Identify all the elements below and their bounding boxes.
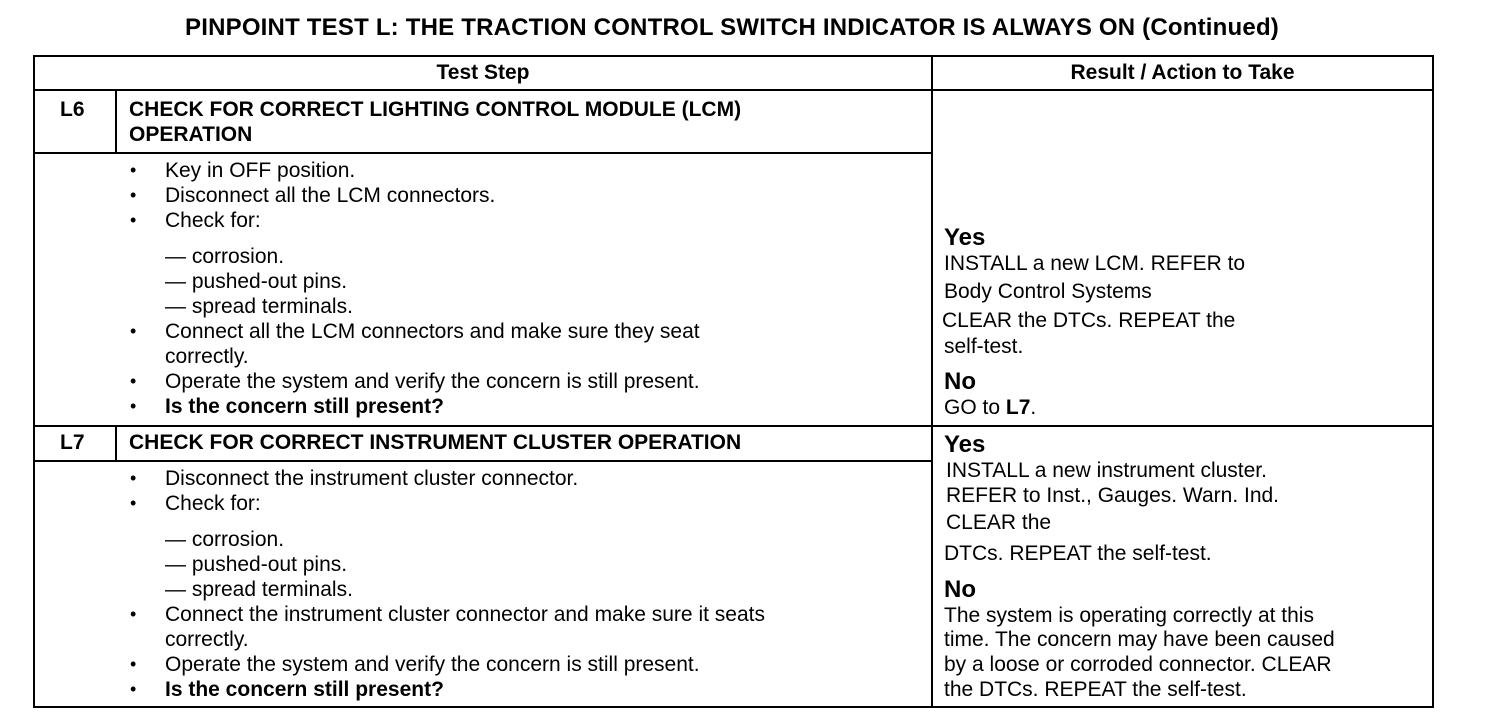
l6-title-line1: CHECK FOR CORRECT LIGHTING CONTROL MODULE (LCM) [129,98,742,121]
l6-step-3: Check for: [165,209,261,232]
l7-title-divider [33,460,932,462]
l7-no-line-4: the DTCs. REPEAT the self-test. [944,678,1247,701]
bullet: • [130,396,137,416]
step-id-l7: L7 [60,431,85,454]
l7-yes-line-4: DTCs. REPEAT the self-test. [944,542,1212,565]
l6-no-target: L7 [1005,396,1031,419]
header-result-action: Result / Action to Take [1070,61,1295,84]
bullet: • [130,493,137,513]
l6-step-connect: Connect all the LCM connectors and make sure they seat [165,320,700,343]
l7-step-operate: Operate the system and verify the concern is still present. [165,653,700,676]
l7-no-line-1: The system is operating correctly at this [944,604,1314,627]
l7-step-connect-cont: correctly. [165,628,249,651]
step-id-divider-l7 [115,425,117,462]
l6-check-corrosion: — corrosion. [165,245,285,268]
l7-step-connect: Connect the instrument cluster connector and make sure it seats [165,603,765,626]
header-divider [33,89,1434,91]
bullet: • [130,679,137,699]
l7-check-spread-terminals: — spread terminals. [165,578,353,601]
bullet: • [130,468,137,488]
l6-check-pushed-out-pins: — pushed-out pins. [165,270,348,293]
l6-yes-line-2: Body Control Systems [944,280,1152,303]
l6-yes-line-1: INSTALL a new LCM. REFER to [944,252,1246,275]
l6-yes-line-4: self-test. [944,335,1024,358]
step-id-divider-l6 [115,89,117,153]
l7-step-2: Check for: [165,492,261,515]
l7-question: Is the concern still present? [165,678,444,701]
bullet: • [130,321,137,341]
bullet: • [130,371,137,391]
step-id-l6: L6 [60,98,85,121]
bullet: • [130,654,137,674]
bullet: • [130,160,137,180]
header-test-step: Test Step [436,61,530,84]
l6-check-spread-terminals: — spread terminals. [165,295,353,318]
l6-no-action: GO to L7. [944,396,1037,419]
l6-title-divider [33,152,932,154]
l7-yes-line-3: CLEAR the [946,511,1052,534]
l7-yes-label: Yes [944,431,986,458]
l7-check-pushed-out-pins: — pushed-out pins. [165,553,348,576]
l7-check-corrosion: — corrosion. [165,528,285,551]
l7-yes-line-2: REFER to Inst., Gauges. Warn. Ind. [946,484,1280,507]
bullet: • [130,210,137,230]
l7-no-line-3: by a loose or corroded connector. CLEAR [944,653,1332,676]
l7-no-line-2: time. The concern may have been caused [944,628,1335,651]
bullet: • [130,185,137,205]
l7-title: CHECK FOR CORRECT INSTRUMENT CLUSTER OPERATION [129,431,742,454]
l6-step-1: Key in OFF position. [165,159,356,182]
l7-no-label: No [944,576,976,603]
l7-yes-line-1: INSTALL a new instrument cluster. [946,459,1267,482]
l6-step-operate: Operate the system and verify the concern is still present. [165,370,700,393]
l6-step-connect-cont: correctly. [165,345,249,368]
row-divider [33,425,1434,427]
l6-no-label: No [944,368,976,395]
l6-question: Is the concern still present? [165,395,444,418]
l6-step-2: Disconnect all the LCM connectors. [165,184,496,207]
bullet: • [130,604,137,624]
l6-yes-line-3: CLEAR the DTCs. REPEAT the [942,309,1236,332]
l6-yes-label: Yes [944,224,986,251]
l6-title-line2: OPERATION [129,123,253,146]
page-title: PINPOINT TEST L: THE TRACTION CONTROL SWITCH INDICATOR IS ALWAYS ON (Continued) [185,14,1279,41]
l7-step-1: Disconnect the instrument cluster connector. [165,467,579,490]
